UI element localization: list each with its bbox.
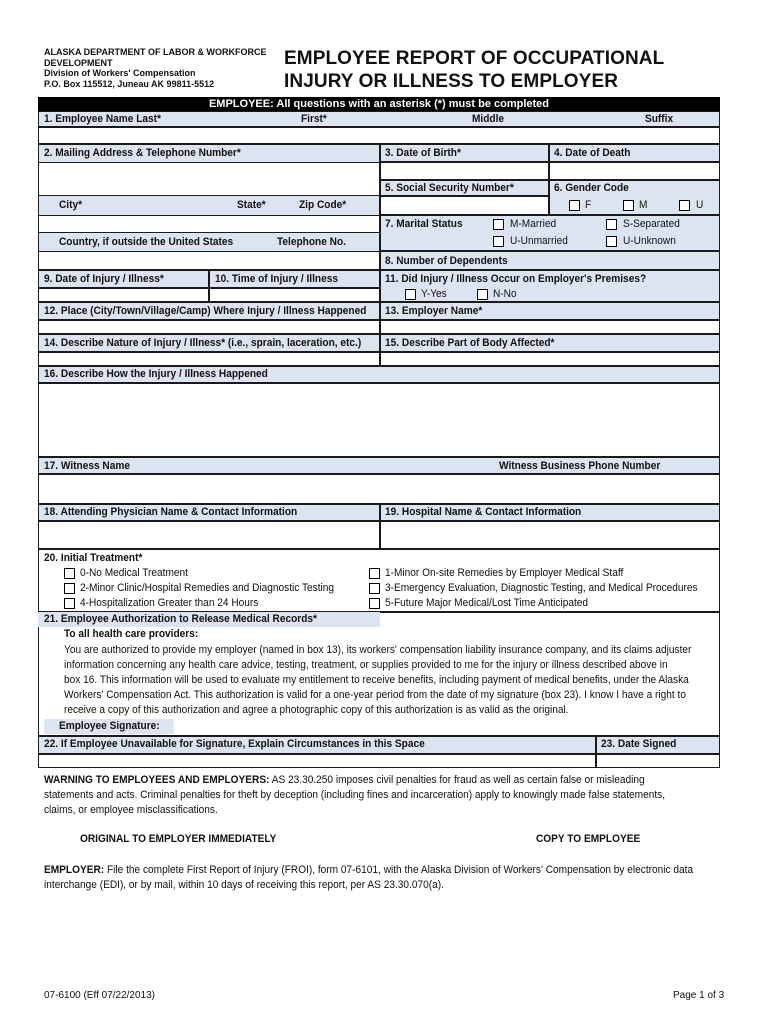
- country-label: Country, if outside the United States: [59, 236, 234, 248]
- witness-phone-label: Witness Business Phone Number: [499, 460, 661, 472]
- place-label: 12. Place (City/Town/Village/Camp) Where Injury / Illness Happened: [44, 305, 367, 317]
- agency-line2: DEVELOPMENT: [44, 57, 113, 68]
- employer-note-line2: interchange (EDI), or by mail, within 10 days of receiving this report, per AS 23.30.070(a).: [44, 879, 444, 891]
- premises-no-label: N-No: [493, 288, 517, 300]
- unmarried-label: U-Unmarried: [510, 235, 568, 247]
- date-signed-input[interactable]: [596, 754, 720, 768]
- treatment-0-label: 0-No Medical Treatment: [80, 567, 188, 579]
- nature-label: 14. Describe Nature of Injury / Illness* (i.e., sprain, laceration, etc.): [44, 337, 362, 349]
- authorization-line4: Workers' Compensation Act. This authorization is valid for a one-year period from the date of my signature (box 23). I know I have a right to: [64, 689, 687, 701]
- time-injury-input[interactable]: [209, 288, 380, 302]
- authorization-label: 21. Employee Authorization to Release Medical Records*: [44, 613, 317, 625]
- form-title: [284, 47, 664, 93]
- dependents-label: 8. Number of Dependents: [385, 255, 508, 267]
- name-input[interactable]: [38, 127, 720, 144]
- gender-f-label: F: [585, 199, 592, 211]
- warning-lead: WARNING TO EMPLOYEES AND EMPLOYERS:: [44, 774, 270, 786]
- authorization-line3: box 16. This information will be used to evaluate my entitlement to receive benefits, including payment of medical benefits, under the Alaska: [64, 674, 689, 686]
- hospital-label: 19. Hospital Name & Contact Information: [385, 506, 582, 518]
- state-label: State*: [237, 199, 266, 211]
- date-injury-input[interactable]: [38, 288, 209, 302]
- employee-copy-label: COPY TO EMPLOYEE: [536, 833, 641, 845]
- premises-label: 11. Did Injury / Illness Occur on Employer's Premises?: [385, 273, 647, 285]
- gender-u-label: U: [696, 199, 704, 211]
- form-id: 07-6100 (Eff 07/22/2013): [44, 990, 156, 1001]
- time-injury-label: 10. Time of Injury / Illness: [215, 273, 338, 285]
- page-number: Page 1 of 3: [673, 990, 725, 1001]
- agency-line3: Division of Workers' Compensation: [44, 68, 196, 78]
- physician-label: 18. Attending Physician Name & Contact Information: [44, 506, 298, 518]
- date-injury-label: 9. Date of Injury / Illness*: [44, 273, 164, 285]
- gender-f-checkbox[interactable]: [569, 200, 580, 211]
- ssn-input[interactable]: [380, 196, 549, 215]
- agency-line4: P.O. Box 115512, Juneau AK 99811-5512: [44, 78, 215, 89]
- zip-label: Zip Code*: [299, 199, 347, 211]
- warning-block: [44, 773, 716, 818]
- unknown-label: U-Unknown: [623, 235, 676, 247]
- authorization-line2: information concerning any health care advice, testing, treatment, or supplies provided to me for the injury or illness described above in: [64, 659, 668, 671]
- name-suffix-label: Suffix: [645, 113, 674, 125]
- treatment-2-label: 2-Minor Clinic/Hospital Remedies and Diagnostic Testing: [80, 582, 335, 594]
- premises-yes-label: Y-Yes: [421, 288, 447, 300]
- unavailable-input[interactable]: [38, 754, 596, 768]
- employee-banner: EMPLOYEE: All questions with an asterisk (*) must be completed: [38, 97, 720, 111]
- separated-label: S-Separated: [623, 218, 680, 230]
- warning-line1: AS 23.30.250 imposes civil penalties for fraud as well as certain false or misleading: [269, 774, 645, 786]
- signature-input[interactable]: [176, 719, 716, 734]
- treatment-5-label: 5-Future Major Medical/Lost Time Anticipated: [385, 597, 589, 609]
- employer-name-label: 13. Employer Name*: [385, 305, 483, 317]
- married-checkbox[interactable]: [493, 219, 504, 230]
- treatment-1-checkbox[interactable]: [369, 568, 380, 579]
- title-line2: INJURY OR ILLNESS TO EMPLOYER: [284, 71, 619, 92]
- treatment-0-checkbox[interactable]: [64, 568, 75, 579]
- agency-line1: ALASKA DEPARTMENT OF LABOR & WORKFORCE: [44, 47, 267, 57]
- separated-checkbox[interactable]: [606, 219, 617, 230]
- married-label: M-Married: [510, 218, 557, 230]
- title-line1: EMPLOYEE REPORT OF OCCUPATIONAL: [284, 48, 665, 69]
- hospital-input[interactable]: [380, 521, 720, 549]
- country-input[interactable]: [38, 251, 380, 270]
- warning-line2: statements and acts. Criminal penalties for theft by deception (including fines and incarceration) apply to knowingly made false statements,: [44, 789, 666, 801]
- treatment-4-label: 4-Hospitalization Greater than 24 Hours: [80, 597, 259, 609]
- ssn-label: 5. Social Security Number*: [385, 182, 514, 194]
- name-first-label: First*: [301, 113, 327, 125]
- authorization-line1: You are authorized to provide my employer (named in box 13), its workers' compensation liability insurance company, and its claims adjuster: [64, 644, 692, 656]
- gender-m-label: M: [639, 199, 648, 211]
- authorization-to: To all health care providers:: [64, 628, 199, 640]
- unmarried-checkbox[interactable]: [493, 236, 504, 247]
- place-input[interactable]: [38, 320, 380, 334]
- witness-input[interactable]: [38, 474, 720, 504]
- dod-input[interactable]: [549, 162, 720, 180]
- treatment-4-checkbox[interactable]: [64, 598, 75, 609]
- mailing-input[interactable]: [38, 162, 380, 196]
- date-signed-label: 23. Date Signed: [601, 738, 677, 750]
- body-part-label: 15. Describe Part of Body Affected*: [385, 337, 555, 349]
- telephone-label: Telephone No.: [277, 236, 346, 248]
- how-label: 16. Describe How the Injury / Illness Happened: [44, 368, 268, 380]
- original-copy-label: ORIGINAL TO EMPLOYER IMMEDIATELY: [80, 833, 277, 845]
- dob-input[interactable]: [380, 162, 549, 180]
- physician-input[interactable]: [38, 521, 380, 549]
- mailing-label: 2. Mailing Address & Telephone Number*: [44, 147, 241, 159]
- premises-yes-checkbox[interactable]: [405, 289, 416, 300]
- employer-note-line1: File the complete First Report of Injury (FROI), form 07-6101, with the Alaska Division of Workers' Compensation by electronic data: [104, 864, 694, 876]
- body-part-input[interactable]: [380, 352, 720, 366]
- name-middle-label: Middle: [472, 113, 505, 125]
- premises-no-checkbox[interactable]: [477, 289, 488, 300]
- unknown-checkbox[interactable]: [606, 236, 617, 247]
- dob-label: 3. Date of Birth*: [385, 147, 461, 159]
- agency-block: [44, 47, 267, 89]
- treatment-5-checkbox[interactable]: [369, 598, 380, 609]
- gender-m-checkbox[interactable]: [623, 200, 634, 211]
- treatment-3-checkbox[interactable]: [369, 583, 380, 594]
- employer-note: [44, 863, 716, 893]
- treatment-label: 20. Initial Treatment*: [44, 552, 143, 564]
- treatment-1-label: 1-Minor On-site Remedies by Employer Medical Staff: [385, 567, 624, 579]
- warning-line3: claims, or employee misclassifications.: [44, 804, 218, 816]
- gender-label: 6. Gender Code: [554, 182, 629, 194]
- nature-input[interactable]: [38, 352, 380, 366]
- name-last-label: 1. Employee Name Last*: [44, 113, 161, 125]
- marital-label: 7. Marital Status: [385, 218, 463, 230]
- dod-label: 4. Date of Death: [554, 147, 631, 159]
- witness-label: 17. Witness Name: [44, 460, 130, 472]
- gender-u-checkbox[interactable]: [679, 200, 690, 211]
- authorization-line5: receive a copy of this authorization and agree a photographic copy of this authorization is as valid as the original.: [64, 704, 569, 716]
- city-label: City*: [59, 199, 83, 211]
- signature-label: Employee Signature:: [59, 720, 160, 732]
- employer-name-input[interactable]: [380, 320, 720, 334]
- treatment-3-label: 3-Emergency Evaluation, Diagnostic Testing, and Medical Procedures: [385, 582, 698, 594]
- authorization-text: [64, 643, 726, 718]
- employer-note-lead: EMPLOYER:: [44, 864, 105, 876]
- how-input[interactable]: [38, 383, 720, 457]
- city-input[interactable]: [38, 215, 380, 233]
- unavailable-label: 22. If Employee Unavailable for Signature, Explain Circumstances in this Space: [44, 738, 425, 750]
- treatment-2-checkbox[interactable]: [64, 583, 75, 594]
